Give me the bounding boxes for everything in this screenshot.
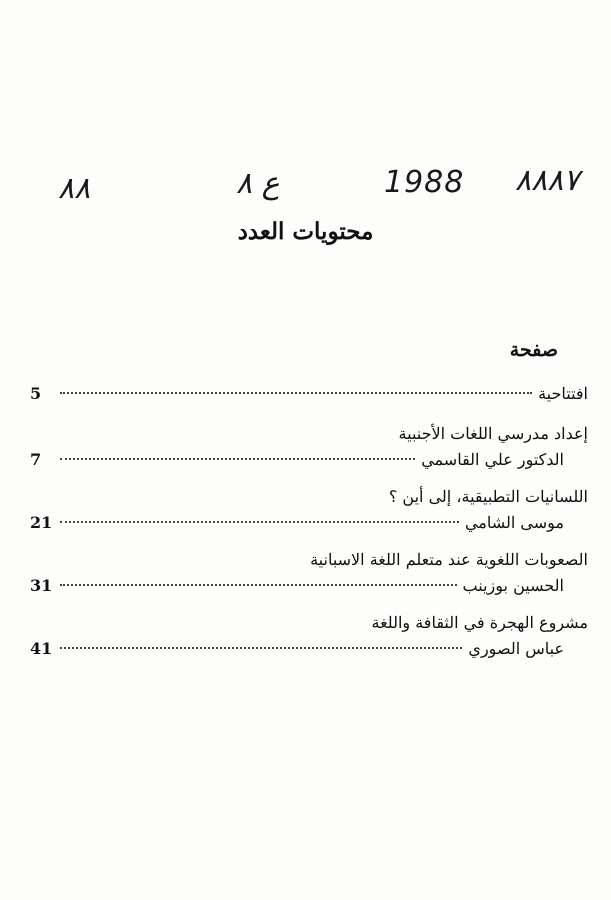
toc-entry xyxy=(30,610,588,662)
dot-leader xyxy=(60,521,459,523)
author-name: عباس الصوري xyxy=(468,639,564,658)
dot-leader xyxy=(60,647,462,649)
dot-leader xyxy=(60,392,532,394)
toc-line xyxy=(30,510,588,536)
table-of-contents xyxy=(30,381,588,673)
toc-line xyxy=(30,447,588,473)
entry-label: افتتاحية xyxy=(538,384,588,403)
toc-line xyxy=(30,381,588,407)
dot-leader xyxy=(60,458,415,460)
toc-entry xyxy=(30,421,588,473)
toc-line xyxy=(30,636,588,662)
toc-entry xyxy=(30,547,588,599)
page-number: 7 xyxy=(30,450,42,469)
dot-leader xyxy=(60,584,457,586)
handwritten-number-2: ٨٨ xyxy=(58,171,91,206)
author-name: الدكتور علي القاسمي xyxy=(421,450,564,469)
handwritten-year: 1988 xyxy=(384,165,465,200)
page-number: 5 xyxy=(30,384,42,403)
article-title: مشروع الهجرة في الثقافة واللغة xyxy=(371,613,588,632)
handwritten-number: ٨٨٨٧ xyxy=(515,163,580,198)
page-number: 41 xyxy=(30,639,53,658)
page-number: 31 xyxy=(30,576,53,595)
page-title: محتويات العدد xyxy=(237,218,374,245)
toc-entry xyxy=(30,484,588,536)
toc-entry xyxy=(30,381,588,407)
author-name: موسى الشامي xyxy=(464,513,564,532)
toc-line xyxy=(30,573,588,599)
article-title: الصعوبات اللغوية عند متعلم اللغة الاسبانية xyxy=(310,550,588,569)
article-title: إعداد مدرسي اللغات الأجنبية xyxy=(398,424,588,443)
article-title: اللسانيات التطبيقية، إلى أين ؟ xyxy=(388,487,588,506)
handwritten-issue: ع ٨ xyxy=(236,166,280,201)
page-column-header: صفحة xyxy=(509,339,558,361)
author-name: الحسين بوزينب xyxy=(462,576,564,595)
page-number: 21 xyxy=(30,513,53,532)
